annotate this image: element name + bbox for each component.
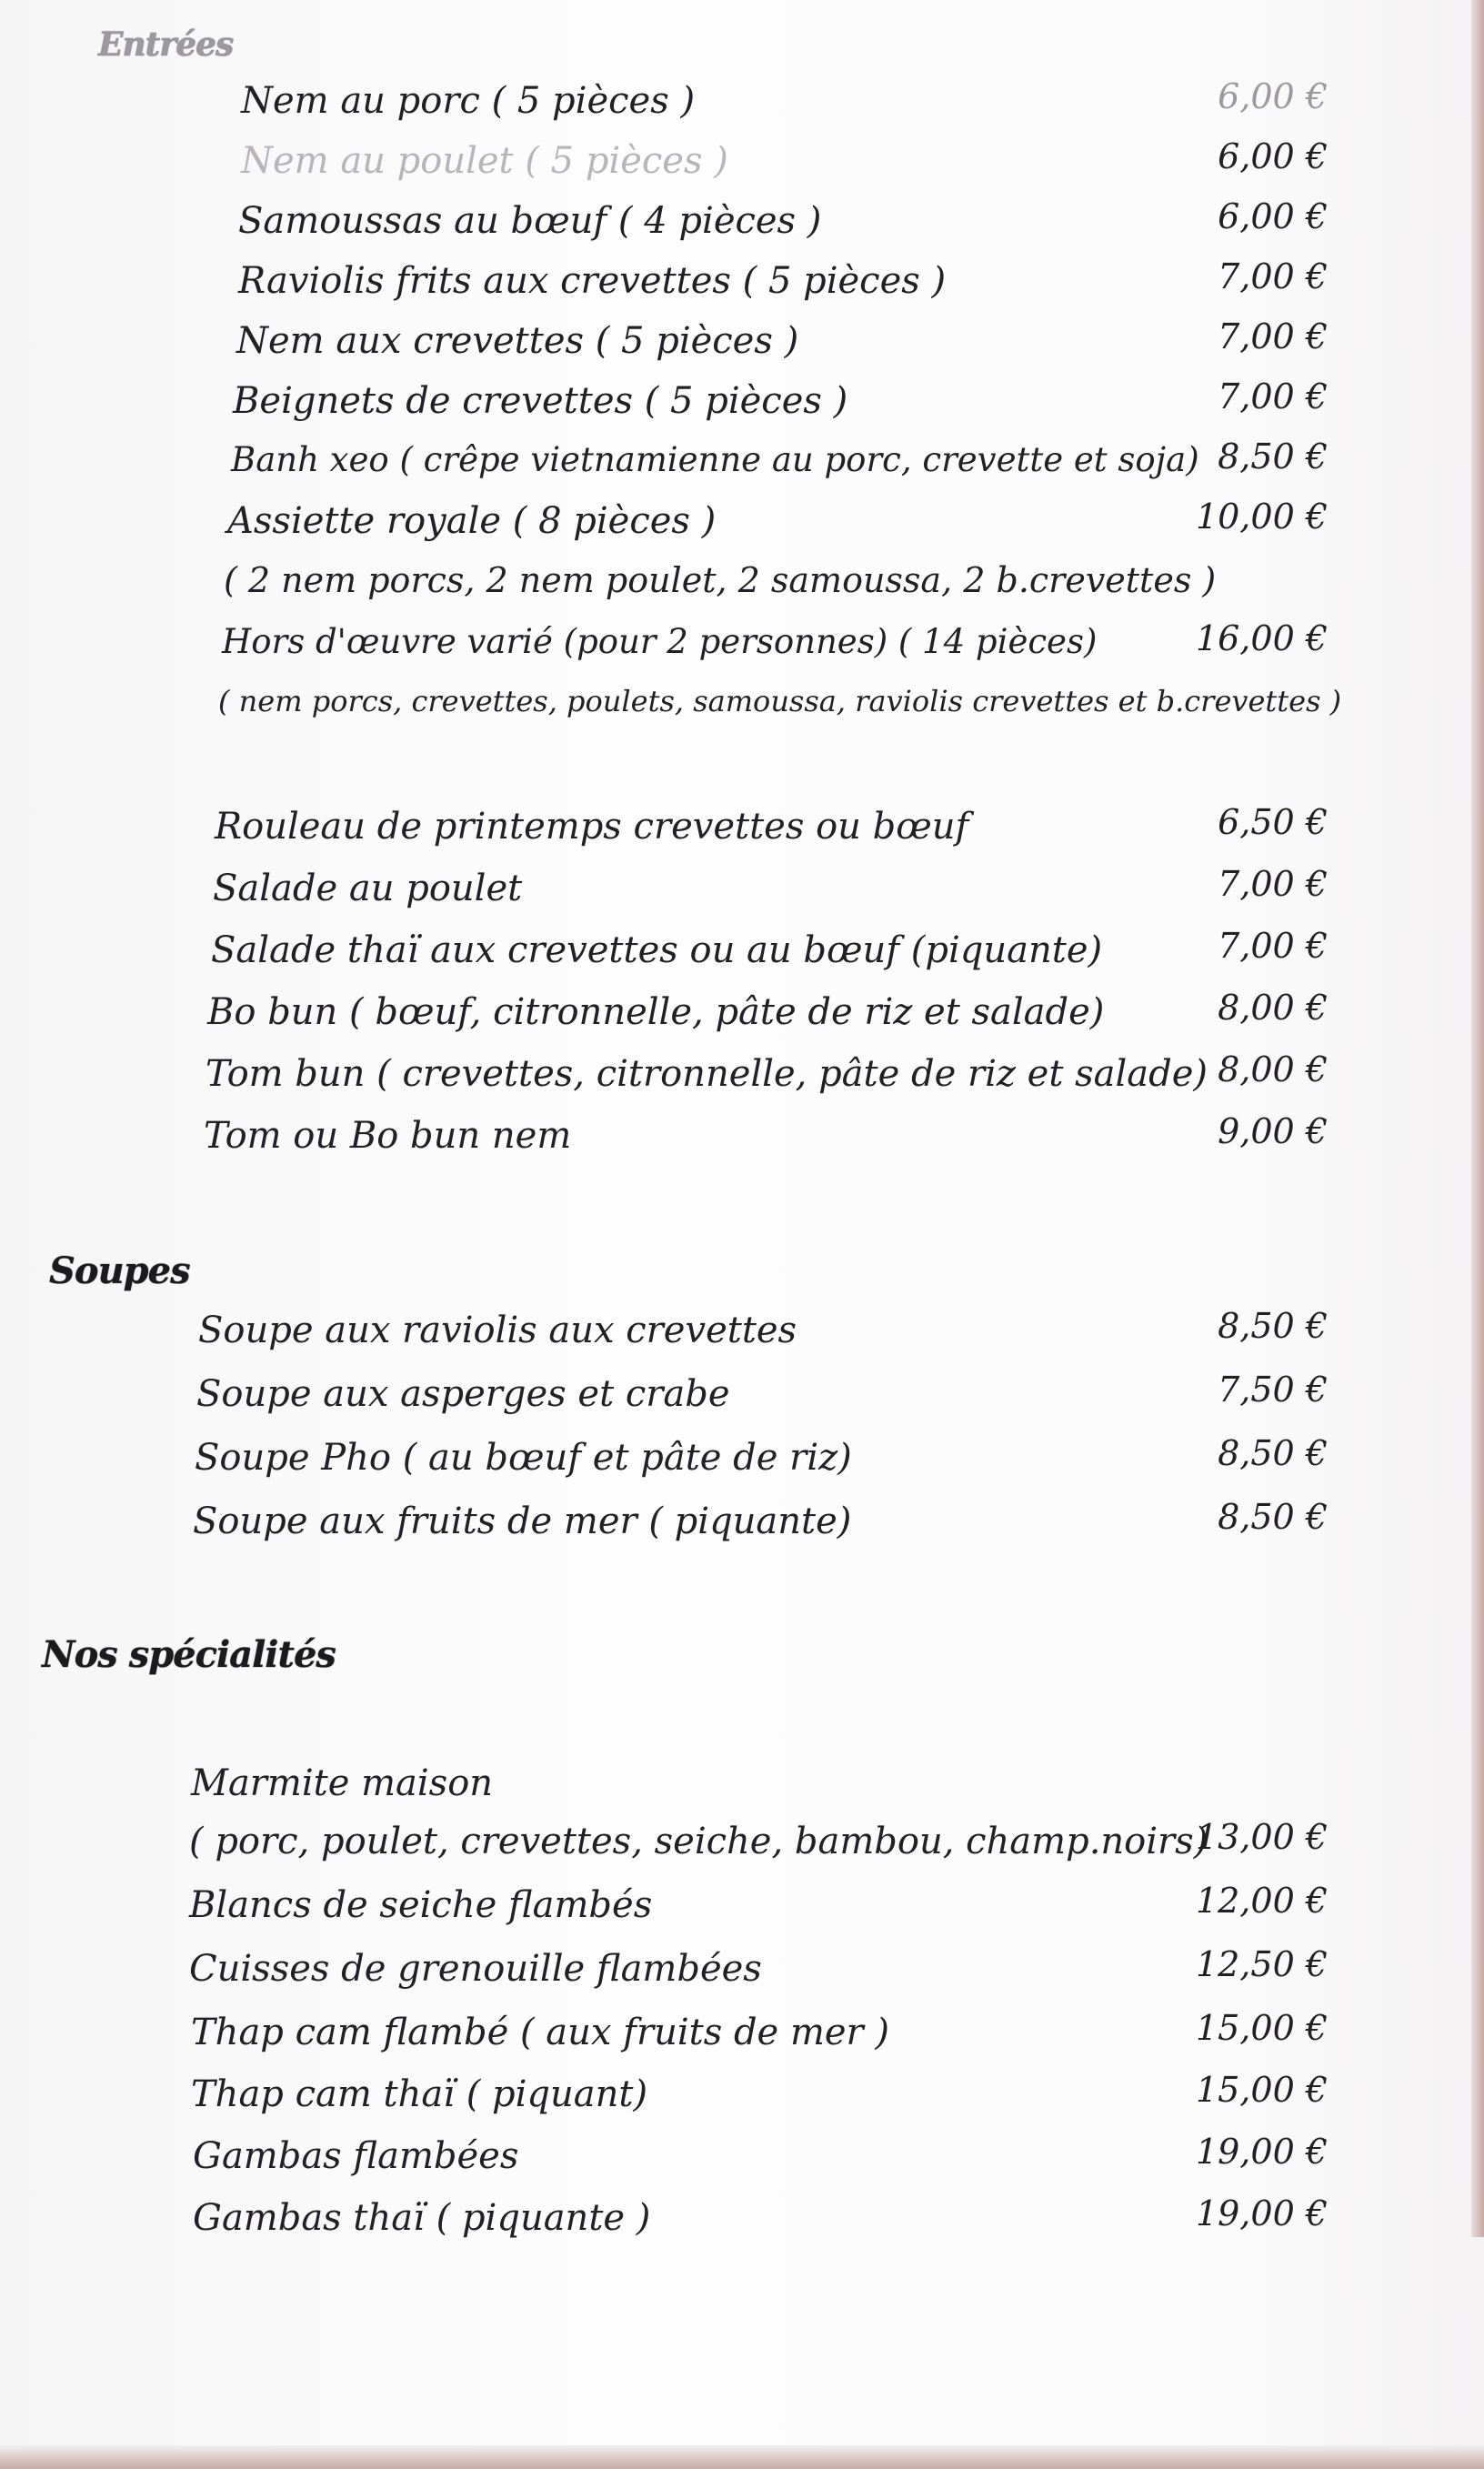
menu-item-price: 6,00 € — [1218, 76, 1328, 116]
menu-item-name: Soupe aux fruits de mer ( piquante) — [193, 1500, 852, 1542]
menu-item-name: Cuisses de grenouille flambées — [189, 1948, 762, 1990]
menu-item-name: Soupe Pho ( au bœuf et pâte de riz) — [195, 1437, 852, 1479]
menu-item-price: 6,00 € — [1218, 196, 1328, 236]
menu-item-name: Salade thaï aux crevettes ou au bœuf (piquante) — [211, 929, 1103, 971]
menu-item-name: Rouleau de printemps crevettes ou bœuf — [215, 806, 969, 848]
menu-item-price: 8,50 € — [1218, 437, 1328, 477]
menu-item-price: 7,00 € — [1218, 376, 1328, 417]
menu-item-name: Salade au poulet — [213, 868, 523, 909]
menu-item-name: Tom ou Bo bun nem — [204, 1115, 572, 1157]
menu-item-price: 13,00 € — [1195, 1817, 1328, 1857]
menu-item-name: Marmite maison — [191, 1762, 494, 1804]
menu-item-price: 7,00 € — [1218, 316, 1328, 356]
menu-item-name: Beignets de crevettes ( 5 pièces ) — [233, 380, 848, 422]
menu-item-name: Banh xeo ( crêpe vietnamienne au porc, crevette et soja) — [231, 440, 1199, 479]
menu-item-price: 8,00 € — [1218, 1049, 1328, 1089]
section-heading-specialites: Nos spécialités — [42, 1633, 336, 1676]
menu-item-price: 16,00 € — [1195, 618, 1328, 658]
menu-item-price: 12,00 € — [1195, 1881, 1328, 1921]
menu-item-name: Bo bun ( bœuf, citronnelle, pâte de riz et salade) — [207, 991, 1105, 1033]
menu-item-price: 9,00 € — [1218, 1111, 1328, 1151]
menu-item-price: 7,00 € — [1218, 256, 1328, 296]
menu-item-price: 7,50 € — [1218, 1370, 1328, 1410]
menu-item-price: 6,00 € — [1218, 136, 1328, 176]
menu-item-name: Soupe aux asperges et crabe — [196, 1373, 730, 1415]
menu-item-price: 10,00 € — [1195, 497, 1328, 537]
menu-item-price: 8,00 € — [1218, 988, 1328, 1028]
menu-item-name: Hors d'œuvre varié (pour 2 personnes) ( 14 pièces) — [222, 622, 1098, 661]
menu-item-description: ( nem porcs, crevettes, poulets, samoussa, raviolis crevettes et b.crevettes ) — [218, 684, 1342, 718]
menu-item-name: Nem au poulet ( 5 pièces ) — [241, 140, 728, 182]
menu-item-price: 8,50 € — [1218, 1306, 1328, 1346]
menu-item-name: Samoussas au bœuf ( 4 pièces ) — [238, 200, 822, 242]
page-edge-bottom — [0, 2445, 1484, 2469]
menu-item-description: ( 2 nem porcs, 2 nem poulet, 2 samoussa, 2 b.crevettes ) — [224, 560, 1217, 600]
menu-item-name: Gambas flambées — [193, 2135, 519, 2177]
section-heading-entrees: Entrées — [98, 25, 234, 64]
page-edge-right — [1471, 0, 1484, 2237]
menu-item-name: Nem aux crevettes ( 5 pièces ) — [236, 320, 799, 362]
menu-item-name: Thap cam flambé ( aux fruits de mer ) — [191, 2012, 889, 2053]
section-heading-soupes: Soupes — [49, 1250, 190, 1292]
menu-item-name: Assiette royale ( 8 pièces ) — [227, 500, 717, 542]
menu-item-price: 6,50 € — [1218, 802, 1328, 842]
menu-item-name: Gambas thaï ( piquante ) — [193, 2197, 651, 2239]
menu-item-name: Nem au porc ( 5 pièces ) — [241, 80, 696, 122]
menu-item-price: 7,00 € — [1218, 864, 1328, 904]
menu-item-price: 8,50 € — [1218, 1497, 1328, 1537]
menu-item-price: 8,50 € — [1218, 1433, 1328, 1473]
menu-item-name: Thap cam thaï ( piquant) — [191, 2073, 648, 2115]
menu-item-price: 15,00 € — [1195, 2008, 1328, 2048]
menu-item-price: 15,00 € — [1195, 2070, 1328, 2110]
menu-item-price: 12,50 € — [1195, 1944, 1328, 1984]
menu-item-price: 19,00 € — [1195, 2132, 1328, 2172]
menu-item-name: Tom bun ( crevettes, citronnelle, pâte de riz et salade) — [206, 1053, 1208, 1095]
menu-item-name: Blancs de seiche flambés — [189, 1884, 653, 1926]
menu-item-name: Soupe aux raviolis aux crevettes — [198, 1310, 797, 1351]
menu-item-price: 7,00 € — [1218, 926, 1328, 966]
menu-item-price: 19,00 € — [1195, 2193, 1328, 2233]
menu-item-name: Raviolis frits aux crevettes ( 5 pièces ) — [238, 260, 947, 302]
menu-item-description: ( porc, poulet, crevettes, seiche, bambou, champ.noirs) — [189, 1821, 1208, 1862]
